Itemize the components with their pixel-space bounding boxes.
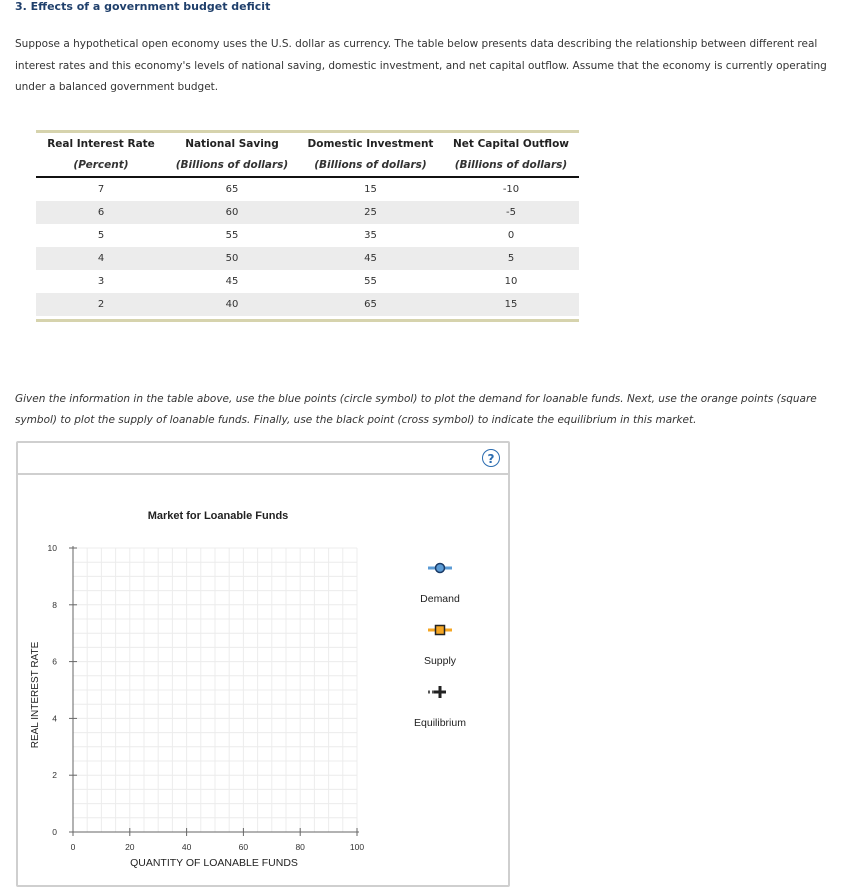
chart-title: Market for Loanable Funds [147, 510, 289, 522]
col-header: Net Capital Outflow [453, 137, 569, 150]
demand-circle-icon[interactable] [436, 564, 445, 573]
cell: 65 [298, 293, 443, 316]
table-row [36, 293, 579, 316]
graph-panel [16, 441, 510, 887]
cell: 6 [36, 201, 166, 224]
table-row [36, 224, 579, 247]
col-header: Domestic Investment [307, 137, 434, 150]
cell: 45 [298, 247, 443, 270]
data-table [36, 130, 579, 322]
cell: 5 [97, 230, 105, 241]
supply-legend-label: Supply [423, 655, 457, 667]
cell: 65 [225, 184, 239, 195]
chart-axes [69, 546, 359, 836]
cell: 4 [36, 247, 166, 270]
cell: 5 [443, 247, 579, 270]
y-tick-label: 6 [52, 656, 57, 667]
table-row [36, 178, 579, 201]
supply-tool[interactable] [428, 626, 452, 635]
col-subheader: (Billions of dollars) [454, 159, 568, 171]
section-heading: 3. Effects of a government budget deficit [15, 0, 271, 13]
x-tick-label: 80 [295, 842, 305, 852]
x-tick-label: 40 [181, 842, 192, 852]
cell: 10 [504, 276, 518, 287]
cell: 50 [166, 247, 298, 270]
col-header: Real Interest Rate [47, 137, 155, 150]
cell: 55 [364, 276, 377, 287]
x-tick-label: 0 [70, 842, 76, 852]
cell: -10 [502, 184, 520, 195]
col-subheader: (Billions of dollars) [175, 159, 289, 171]
help-icon[interactable]: ? [482, 449, 500, 467]
y-tick-label: 2 [52, 770, 57, 781]
table-bottom-rule [36, 319, 579, 322]
equilibrium-tool[interactable] [428, 686, 446, 698]
cell: 25 [298, 201, 443, 224]
cell: 35 [364, 230, 377, 241]
intro-paragraph: Suppose a hypothetical open economy uses the U.S. dollar as currency. The table below presents data describing the relationship between different real interest rates and this economy's levels of national saving, domestic investment, and net capital outflow. Assume that the economy is currently operating under a balanced government budget. [15, 38, 827, 93]
cell: 55 [225, 230, 239, 241]
y-tick-label: 0 [52, 827, 57, 837]
col-header: National Saving [185, 137, 279, 150]
table-subheader-row [36, 154, 579, 176]
cell: 15 [364, 184, 377, 195]
table-header-row [36, 133, 579, 154]
x-tick-labels [71, 842, 365, 852]
y-axis-label: REAL INTEREST RATE [30, 641, 41, 749]
col-subheader: (Billions of dollars) [314, 159, 427, 171]
demand-tool[interactable] [428, 564, 452, 573]
table-row [36, 270, 579, 293]
x-tick-label: 100 [349, 842, 365, 852]
chart-grid [73, 548, 357, 832]
equilibrium-cross-icon[interactable] [434, 686, 446, 698]
table-row [36, 247, 579, 270]
col-subheader: (Percent) [73, 159, 129, 171]
x-axis-label: QUANTITY OF LOANABLE FUNDS [130, 857, 298, 869]
equilibrium-legend-label: Equilibrium [414, 717, 466, 729]
demand-legend-label: Demand [420, 593, 460, 605]
cell: 2 [36, 293, 166, 316]
cell: 0 [507, 230, 515, 241]
y-tick-labels [48, 543, 58, 837]
cell: 45 [225, 276, 239, 287]
supply-square-icon[interactable] [436, 626, 445, 635]
x-tick-label: 60 [238, 842, 249, 852]
loanable-funds-chart[interactable] [18, 443, 508, 885]
cell: 40 [166, 293, 298, 316]
y-tick-label: 10 [47, 543, 57, 553]
cell: -5 [443, 201, 579, 224]
cell: 3 [97, 276, 105, 287]
cell: 7 [97, 184, 105, 195]
cell: 60 [166, 201, 298, 224]
table-row [36, 201, 579, 224]
y-tick-label: 8 [52, 599, 57, 610]
x-tick-label: 20 [125, 842, 135, 852]
cell: 15 [443, 293, 579, 316]
y-tick-label: 4 [52, 713, 57, 724]
instructions: Given the information in the table above, use the blue points (circle symbol) to plot the demand for loanable funds. Next, use the orange points (square symbol) to plot the supply of loanable funds. Finally, use the black point (cross symbol) to indicate the equilibrium in this market. [15, 393, 817, 426]
